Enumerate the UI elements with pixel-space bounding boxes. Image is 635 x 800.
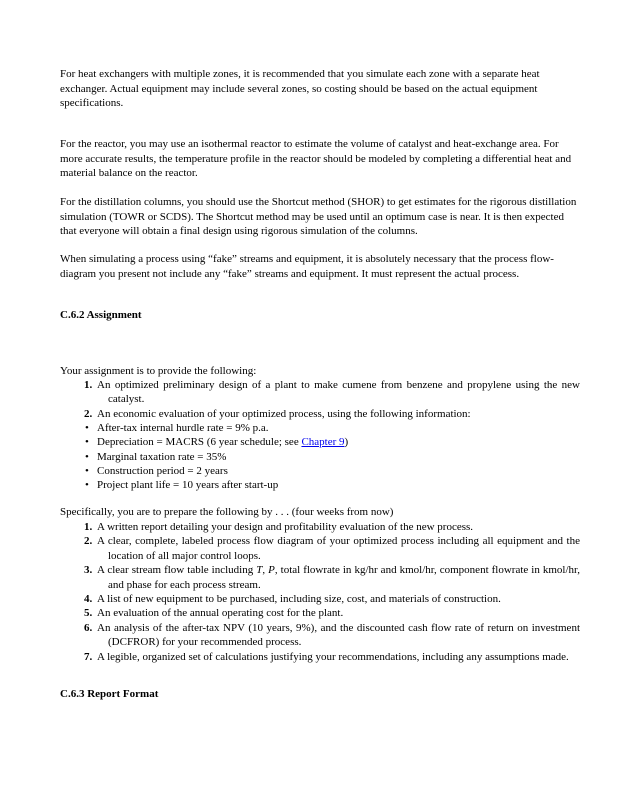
list-item [60,450,580,464]
list-item [60,435,580,449]
item-text: An economic evaluation of your optimized process, using the following information: [97,407,471,420]
list-item [60,563,580,592]
item-text: A legible, organized set of calculations justifying your recommendations, including any assumptions made. [97,650,569,663]
temperature-symbol: T [256,564,263,577]
item-text: An analysis of the after-tax NPV (10 years, 9%), and the discounted cash flow rate of return on investment (DCFROR) for your recommended process. [97,621,580,649]
bullet-icon: • [85,422,89,434]
item-separator: , [262,564,269,577]
item-number: 1. [84,379,93,391]
list-item [60,407,580,421]
list-item [60,378,580,407]
list-item [60,464,580,478]
item-text: A list of new equipment to be purchased, including size, cost, and materials of construction. [97,593,501,606]
item-number: 4. [84,593,93,606]
item-text: A clear stream flow table including [97,564,257,577]
list-item [60,592,580,606]
deliverables-list [60,520,580,664]
bullet-text: After-tax internal hurdle rate = 9% p.a. [97,422,269,434]
item-text-end: , total flowrate in kg/hr and kmol/hr, component flowrate in kmol/hr, and phase for each process stream. [108,564,581,591]
paragraph-heat-exchangers: For heat exchangers with multiple zones, it is recommended that you simulate each zone with a separate heat exchanger. Actual equipment may include several zones, so costing should be based on the actual equipment specifications. [60,68,540,109]
list-item [60,520,580,534]
economic-info-list [60,421,580,492]
item-number: 7. [84,650,93,663]
list-item [60,621,580,650]
item-number: 1. [84,521,93,533]
bullet-text-end: ) [344,436,349,449]
chapter-9-link[interactable]: Chapter 9 [301,436,345,449]
deliverables-intro: Specifically, you are to prepare the following by . . . (four weeks from now) [60,506,394,518]
item-text: An evaluation of the annual operating cost for the plant. [97,607,344,620]
item-number: 2. [84,407,93,420]
item-number: 5. [84,607,93,620]
bullet-text: Depreciation = MACRS (6 year schedule; see [97,436,302,449]
heading-assignment: C.6.2 Assignment [60,309,142,321]
bullet-text: Construction period = 2 years [97,464,228,477]
item-number: 6. [84,621,93,634]
list-item [60,478,580,492]
bullet-text: Project plant life = 10 years after start-up [97,479,279,492]
pressure-symbol: P [268,564,275,577]
item-number: 3. [84,564,93,577]
bullet-icon: • [85,464,89,477]
assignment-list [60,378,580,421]
heading-report-format: C.6.3 Report Format [60,688,159,700]
item-number: 2. [84,535,93,548]
bullet-icon: • [85,450,89,463]
item-text: A written report detailing your design and profitability evaluation of the new process. [97,521,474,533]
list-item [60,650,580,664]
list-item [60,421,580,435]
assignment-intro: Your assignment is to provide the following: [60,365,257,377]
paragraph-distillation: For the distillation columns, you should use the Shortcut method (SHOR) to get estimates for the rigorous distillation simulation (TOWR or SCDS). The Shortcut method may be used until an optimum case is near. It is then expected that everyone will obtain a final design using rigorous simulation of the columns. [60,196,577,237]
paragraph-reactor: For the reactor, you may use an isothermal reactor to estimate the volume of catalyst and heat-exchange area. For more accurate results, the temperature profile in the reactor should be modeled by completing a differential heat and material balance on the reactor. [60,138,572,179]
item-text: An optimized preliminary design of a plant to make cumene from benzene and propylene using the new catalyst. [97,379,580,406]
list-item [60,606,580,620]
list-item [60,534,580,563]
paragraph-fake-streams: When simulating a process using “fake” streams and equipment, it is absolutely necessary that the process flow-diagram you present not include any “fake” streams and equipment. It must represent the actual process. [60,253,554,280]
bullet-icon: • [85,436,89,449]
item-text: A clear, complete, labeled process flow diagram of your optimized process including all equipment and the location of all major control loops. [97,535,580,562]
bullet-text: Marginal taxation rate = 35% [97,450,227,463]
bullet-icon: • [85,479,89,492]
